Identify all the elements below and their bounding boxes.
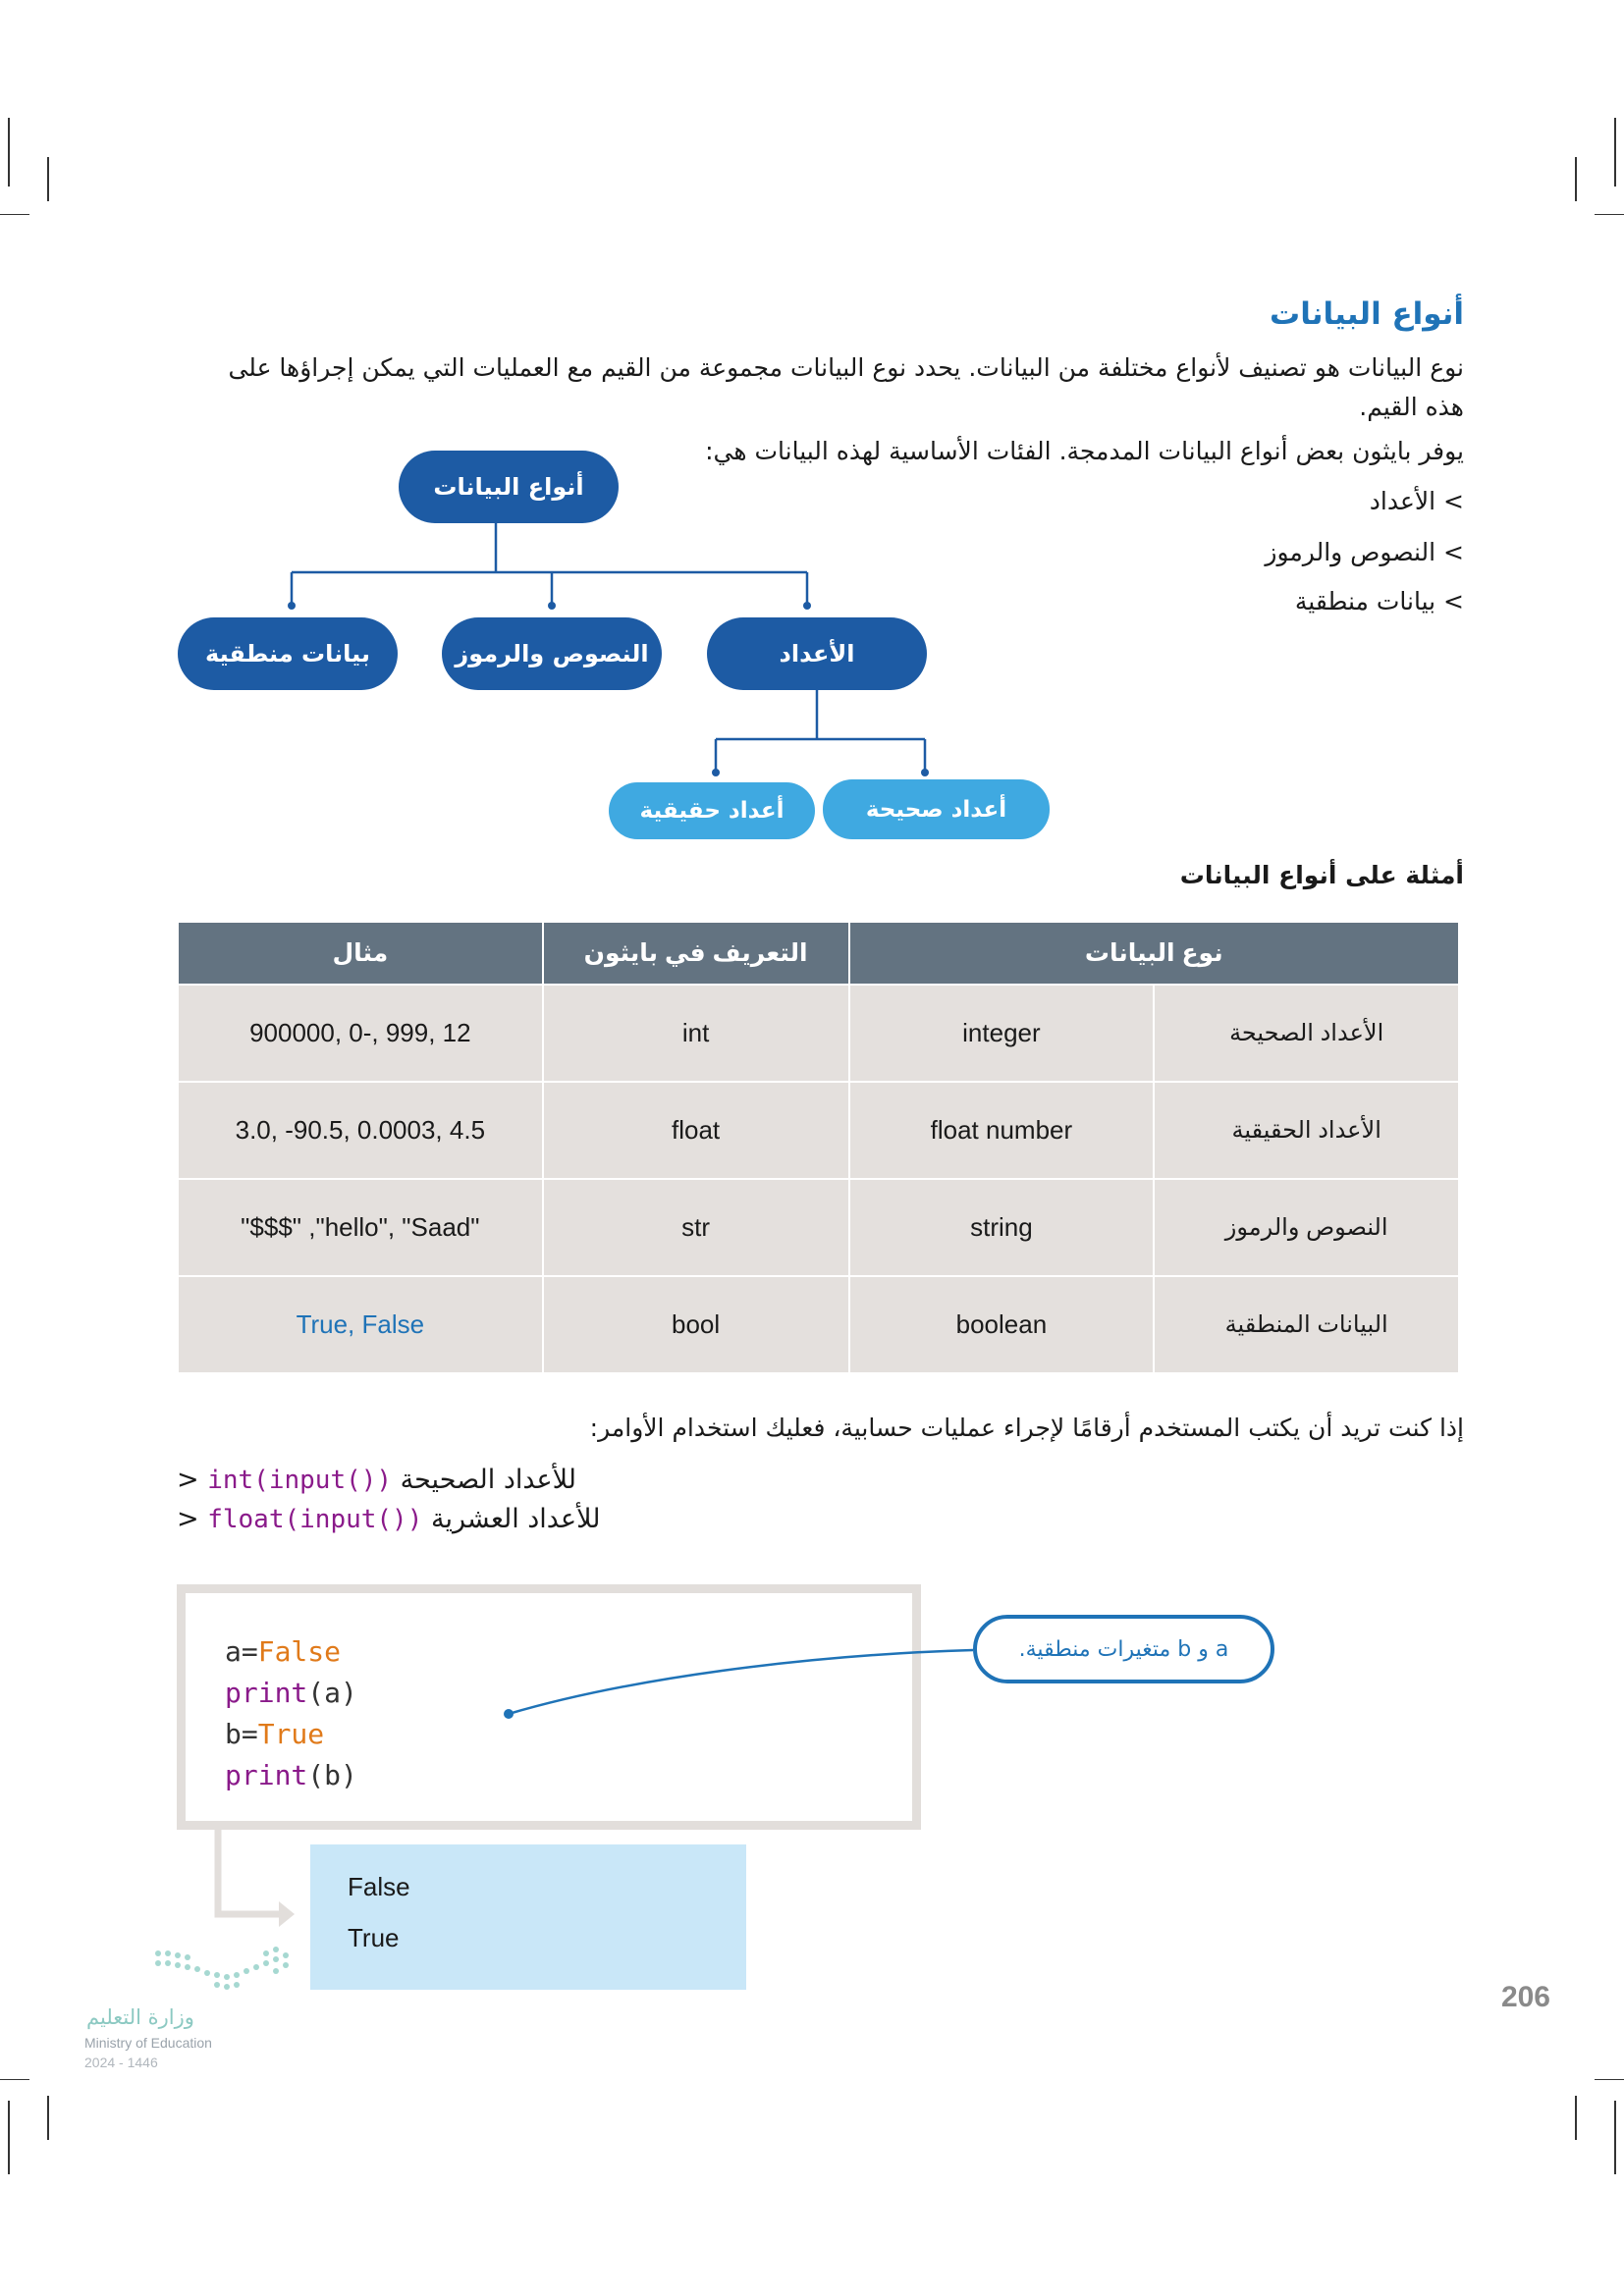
code-connectors xyxy=(0,1571,1624,1983)
code-token: True xyxy=(257,1718,325,1750)
cell-python: float xyxy=(543,1082,849,1179)
categories-intro: يوفر بايثون بعض أنواع البيانات المدمجة. الفئات الأساسية لهذه البيانات هي: xyxy=(705,437,1464,465)
data-types-table xyxy=(177,923,1460,1374)
cell-arabic: النصوص والرموز xyxy=(1154,1179,1459,1276)
code-token: print xyxy=(225,1677,308,1709)
diagram-strings: النصوص والرموز xyxy=(442,617,662,690)
crop-mark xyxy=(47,2096,49,2140)
callout-note: a و b متغيرات منطقية. xyxy=(973,1615,1274,1683)
output-box xyxy=(310,1844,746,1990)
code-token: False xyxy=(257,1635,342,1668)
code-token: a= xyxy=(225,1635,258,1668)
cell-arabic: البيانات المنطقية xyxy=(1154,1276,1459,1373)
diagram-root: أنواع البيانات xyxy=(399,451,619,523)
table-header-row xyxy=(178,923,1459,985)
output-line: True xyxy=(348,1923,400,1952)
label-int: للأعداد الصحيحة xyxy=(400,1465,577,1495)
header-type: نوع البيانات xyxy=(849,923,1459,985)
cell-english: boolean xyxy=(849,1276,1155,1373)
cell-arabic: الأعداد الصحيحة xyxy=(1154,985,1459,1082)
crop-mark xyxy=(8,2101,10,2174)
bullet-marker: > xyxy=(177,1504,199,1534)
command-int xyxy=(177,1465,576,1495)
ministry-logo-dots xyxy=(152,1946,299,1991)
cell-python: int xyxy=(543,985,849,1082)
cell-example: 3.0, -90.5, 0.0003, 4.5 xyxy=(178,1082,543,1179)
ministry-year: 2024 - 1446 xyxy=(84,2055,158,2070)
bullet-booleans: > بيانات منطقية xyxy=(1294,587,1464,615)
cell-arabic: الأعداد الحقيقية xyxy=(1154,1082,1459,1179)
crop-mark xyxy=(1595,2079,1624,2080)
bullet-strings: > النصوص والرموز xyxy=(1265,538,1464,566)
diagram-reals: أعداد حقيقية xyxy=(609,782,815,839)
code-token: (b) xyxy=(307,1759,357,1791)
input-commands-intro: إذا كنت تريد أن يكتب المستخدم أرقامًا لإجراء عمليات حسابية، فعليك استخدام الأوامر: xyxy=(589,1414,1464,1442)
cell-example: True, False xyxy=(178,1276,543,1373)
diagram-integers: أعداد صحيحة xyxy=(823,779,1050,839)
bullet-numbers: > الأعداد xyxy=(1369,487,1464,515)
examples-title: أمثلة على أنواع البيانات xyxy=(1179,861,1464,889)
code-token: (a) xyxy=(307,1677,357,1709)
ministry-name-ar: وزارة التعليم xyxy=(86,2005,194,2029)
diagram-numbers: الأعداد xyxy=(707,617,927,690)
crop-mark xyxy=(1614,2101,1616,2174)
cell-english: integer xyxy=(849,985,1155,1082)
cell-python: str xyxy=(543,1179,849,1276)
crop-mark xyxy=(1575,2096,1577,2140)
bullet-marker: > xyxy=(177,1465,199,1495)
code-token: print xyxy=(225,1759,308,1791)
label-float: للأعداد العشرية xyxy=(430,1504,601,1534)
table-row xyxy=(178,1082,1459,1179)
header-example: مثال xyxy=(178,923,543,985)
page-number: 206 xyxy=(1500,1981,1550,2013)
header-python: التعريف في بايثون xyxy=(543,923,849,985)
code-token: b= xyxy=(225,1718,258,1750)
command-float xyxy=(177,1504,600,1534)
diagram-booleans: بيانات منطقية xyxy=(178,617,398,690)
ministry-name-en: Ministry of Education xyxy=(84,2035,212,2051)
cell-english: string xyxy=(849,1179,1155,1276)
output-line: False xyxy=(348,1872,410,1901)
code-int-input: int(input()) xyxy=(207,1466,393,1495)
cell-example: "$$$" ,"hello", "Saad" xyxy=(178,1179,543,1276)
code-float-input: float(input()) xyxy=(207,1505,423,1534)
section-title: أنواع البيانات xyxy=(1270,296,1464,332)
cell-english: float number xyxy=(849,1082,1155,1179)
cell-python: bool xyxy=(543,1276,849,1373)
table-row xyxy=(178,985,1459,1082)
diagram-connectors xyxy=(0,0,1624,883)
cell-example: 900000, 0-, 999, 12 xyxy=(178,985,543,1082)
table-row xyxy=(178,1276,1459,1373)
table-row xyxy=(178,1179,1459,1276)
crop-mark xyxy=(0,2079,29,2080)
intro-paragraph: نوع البيانات هو تصنيف لأنواع مختلفة من البيانات. يحدد نوع البيانات مجموعة من القيم مع العمليات التي يمكن إجراؤها على هذه القيم. xyxy=(228,353,1464,421)
